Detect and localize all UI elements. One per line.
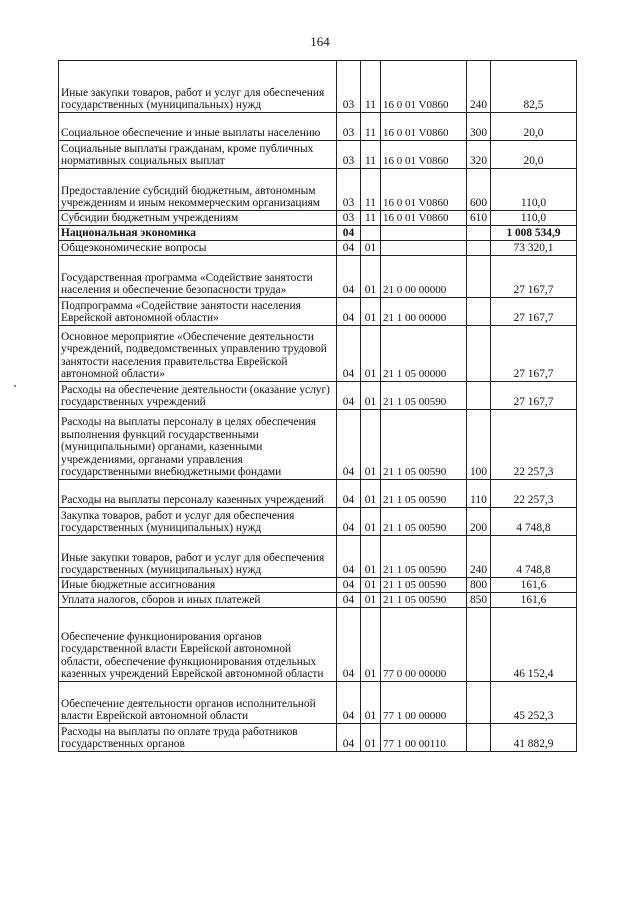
table-row (59, 724, 577, 752)
row-target-code: 77 1 00 00000 (381, 682, 467, 724)
row-subsection: 11 (361, 113, 381, 141)
row-name: Закупка товаров, работ и услуг для обеспечения государственных (муниципальных) нужд (59, 508, 337, 536)
row-expense-type: 850 (467, 593, 491, 608)
row-section: 04 (337, 241, 361, 256)
row-subsection: 01 (361, 608, 381, 682)
row-expense-type (467, 226, 491, 241)
table-row (59, 211, 577, 226)
row-expense-type: 300 (467, 113, 491, 141)
row-name: Предоставление субсидий бюджетным, автономным учреждениям и иным некоммерческим организациям (59, 169, 337, 211)
page-number: 164 (310, 34, 330, 49)
row-section: 04 (337, 256, 361, 298)
row-target-code: 21 1 05 00000 (381, 326, 467, 382)
table-row (59, 410, 577, 480)
row-target-code: 77 0 00 00000 (381, 608, 467, 682)
row-name: Государственная программа «Содействие занятости населения и обеспечение безопасности труда» (59, 256, 337, 298)
row-name: Иные закупки товаров, работ и услуг для обеспечения государственных (муниципальных) нужд (59, 61, 337, 113)
row-subsection: 11 (361, 61, 381, 113)
row-section: 04 (337, 480, 361, 508)
row-expense-type: 600 (467, 169, 491, 211)
row-expense-type: 320 (467, 141, 491, 169)
table-row (59, 578, 577, 593)
row-name: Обеспечение деятельности органов исполнительной власти Еврейской автономной области (59, 682, 337, 724)
row-name: Субсидии бюджетным учреждениям (59, 211, 337, 226)
row-expense-type (467, 256, 491, 298)
row-target-code: 16 0 01 V0860 (381, 211, 467, 226)
row-amount: 27 167,7 (491, 382, 577, 410)
row-name: Расходы на выплаты по оплате труда работников государственных органов (59, 724, 337, 752)
row-amount: 22 257,3 (491, 410, 577, 480)
row-target-code: 21 1 05 00590 (381, 410, 467, 480)
row-expense-type: 610 (467, 211, 491, 226)
row-subsection: 01 (361, 578, 381, 593)
row-amount: 27 167,7 (491, 256, 577, 298)
row-subsection: 11 (361, 141, 381, 169)
row-name: Обеспечение функционирования органов государственной власти Еврейской автономной области, обеспечение функционирования отдельных казенных учреждений Еврейской автономной области (59, 608, 337, 682)
row-subsection: 01 (361, 480, 381, 508)
table-row (59, 298, 577, 326)
row-subsection (361, 226, 381, 241)
row-expense-type (467, 608, 491, 682)
row-target-code: 21 1 05 00590 (381, 536, 467, 578)
row-amount: 41 882,9 (491, 724, 577, 752)
table-row (59, 61, 577, 113)
row-subsection: 01 (361, 241, 381, 256)
row-section: 04 (337, 536, 361, 578)
row-expense-type: 200 (467, 508, 491, 536)
row-expense-type (467, 382, 491, 410)
row-amount: 27 167,7 (491, 298, 577, 326)
row-name: Расходы на обеспечение деятельности (оказание услуг) государственных учреждений (59, 382, 337, 410)
row-name: Социальное обеспечение и иные выплаты населению (59, 113, 337, 141)
row-name: Уплата налогов, сборов и иных платежей (59, 593, 337, 608)
row-name: Расходы на выплаты персоналу в целях обеспечения выполнения функций государственными (муниципальными) органами, казенными учреждениями, органами управления государственными внебюджетными фондами (59, 410, 337, 480)
row-name: Основное мероприятие «Обеспечение деятельности учреждений, подведомственных управлению трудовой занятости населения правительства Еврейской автономной области» (59, 326, 337, 382)
row-name: Общеэкономические вопросы (59, 241, 337, 256)
row-section: 04 (337, 724, 361, 752)
table-row (59, 113, 577, 141)
row-section: 03 (337, 169, 361, 211)
table-row (59, 141, 577, 169)
row-target-code: 16 0 01 V0860 (381, 169, 467, 211)
row-name: Расходы на выплаты персоналу казенных учреждений (59, 480, 337, 508)
row-target-code: 77 1 00 00110 (381, 724, 467, 752)
table-row (59, 169, 577, 211)
row-name: Иные закупки товаров, работ и услуг для обеспечения государственных (муниципальных) нужд (59, 536, 337, 578)
row-expense-type: 110 (467, 480, 491, 508)
row-section: 04 (337, 508, 361, 536)
row-target-code: 16 0 01 V0860 (381, 61, 467, 113)
table-row (59, 241, 577, 256)
row-amount: 1 008 534,9 (491, 226, 577, 241)
table-row (59, 608, 577, 682)
row-target-code: 21 0 00 00000 (381, 256, 467, 298)
row-amount: 22 257,3 (491, 480, 577, 508)
row-name: Социальные выплаты гражданам, кроме публичных нормативных социальных выплат (59, 141, 337, 169)
row-subsection: 01 (361, 536, 381, 578)
table-row (59, 508, 577, 536)
row-expense-type (467, 241, 491, 256)
row-subsection: 01 (361, 682, 381, 724)
row-expense-type: 800 (467, 578, 491, 593)
row-expense-type: 240 (467, 61, 491, 113)
row-expense-type: 100 (467, 410, 491, 480)
row-section: 04 (337, 578, 361, 593)
row-amount: 82,5 (491, 61, 577, 113)
table-row (59, 226, 577, 241)
row-amount: 45 252,3 (491, 682, 577, 724)
row-expense-type (467, 326, 491, 382)
table-row (59, 326, 577, 382)
row-subsection: 01 (361, 326, 381, 382)
row-section: 04 (337, 226, 361, 241)
row-section: 03 (337, 113, 361, 141)
row-section: 04 (337, 682, 361, 724)
row-section: 04 (337, 326, 361, 382)
row-expense-type (467, 724, 491, 752)
row-amount: 110,0 (491, 211, 577, 226)
row-subsection: 01 (361, 410, 381, 480)
row-amount: 161,6 (491, 593, 577, 608)
budget-table-body (59, 61, 577, 752)
row-section: 03 (337, 61, 361, 113)
row-amount: 110,0 (491, 169, 577, 211)
row-amount: 20,0 (491, 113, 577, 141)
row-amount: 161,6 (491, 578, 577, 593)
row-name: Подпрограмма «Содействие занятости населения Еврейской автономной области» (59, 298, 337, 326)
row-target-code: 16 0 01 V0860 (381, 113, 467, 141)
row-target-code: 21 1 05 00590 (381, 382, 467, 410)
row-subsection: 01 (361, 298, 381, 326)
row-subsection: 01 (361, 593, 381, 608)
row-expense-type (467, 682, 491, 724)
row-subsection: 01 (361, 508, 381, 536)
row-name: Иные бюджетные ассигнования (59, 578, 337, 593)
row-section: 04 (337, 382, 361, 410)
row-target-code: 21 1 05 00590 (381, 480, 467, 508)
table-row (59, 682, 577, 724)
table-row (59, 480, 577, 508)
row-target-code: 16 0 01 V0860 (381, 141, 467, 169)
row-section: 03 (337, 211, 361, 226)
row-target-code: 21 1 05 00590 (381, 578, 467, 593)
row-subsection: 01 (361, 724, 381, 752)
row-target-code: 21 1 05 00590 (381, 508, 467, 536)
row-subsection: 11 (361, 169, 381, 211)
row-amount: 46 152,4 (491, 608, 577, 682)
table-row (59, 536, 577, 578)
row-section: 03 (337, 141, 361, 169)
row-subsection: 01 (361, 382, 381, 410)
row-section: 04 (337, 410, 361, 480)
table-row (59, 382, 577, 410)
row-amount: 4 748,8 (491, 508, 577, 536)
row-target-code (381, 241, 467, 256)
row-target-code (381, 226, 467, 241)
row-amount: 20,0 (491, 141, 577, 169)
row-amount: 73 320,1 (491, 241, 577, 256)
table-row (59, 256, 577, 298)
scan-speck (14, 385, 16, 387)
row-section: 04 (337, 593, 361, 608)
table-row (59, 593, 577, 608)
row-expense-type (467, 298, 491, 326)
row-subsection: 01 (361, 256, 381, 298)
row-section: 04 (337, 608, 361, 682)
row-amount: 4 748,8 (491, 536, 577, 578)
row-expense-type: 240 (467, 536, 491, 578)
budget-table (58, 60, 577, 752)
row-target-code: 21 1 00 00000 (381, 298, 467, 326)
row-subsection: 11 (361, 211, 381, 226)
row-section: 04 (337, 298, 361, 326)
row-target-code: 21 1 05 00590 (381, 593, 467, 608)
row-amount: 27 167,7 (491, 326, 577, 382)
row-name: Национальная экономика (59, 226, 337, 241)
